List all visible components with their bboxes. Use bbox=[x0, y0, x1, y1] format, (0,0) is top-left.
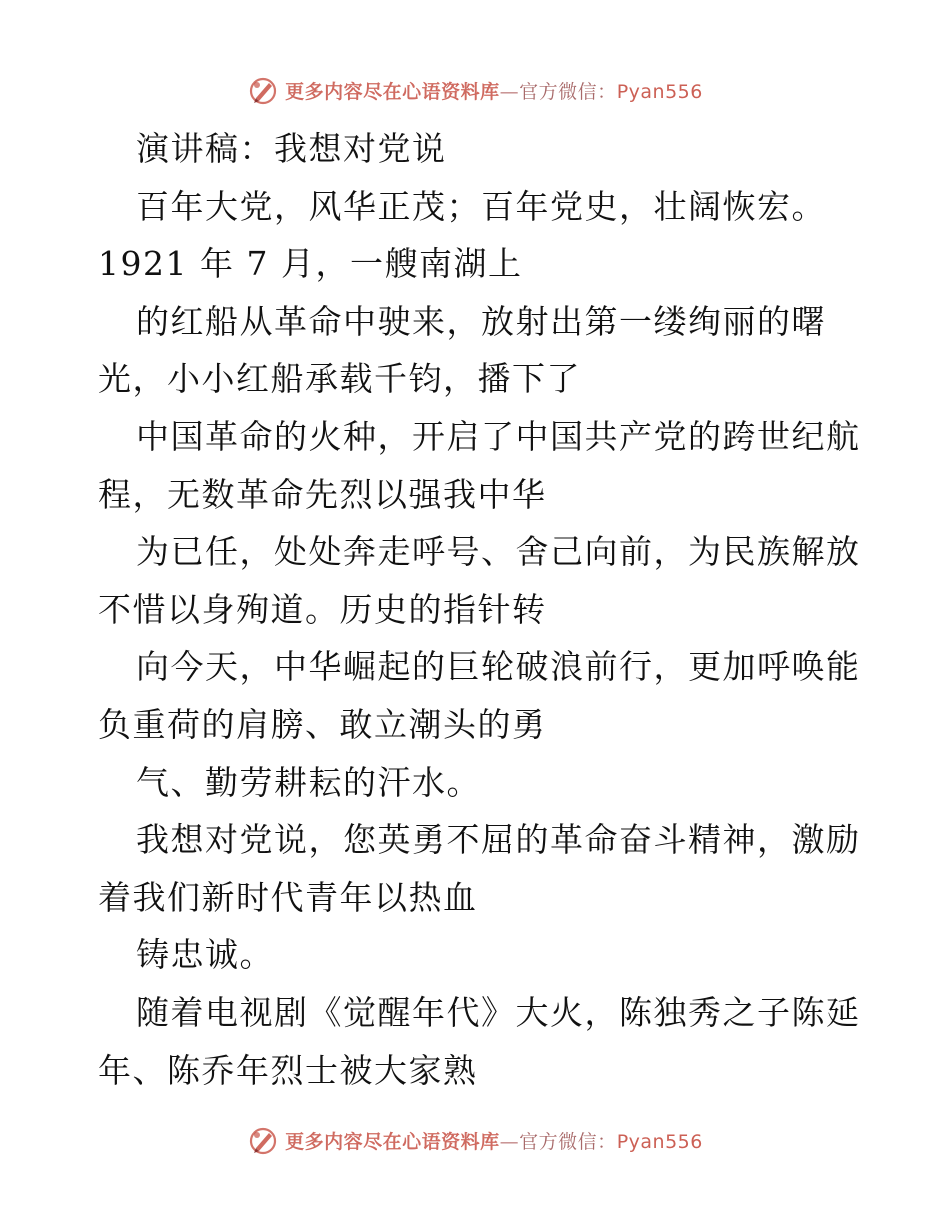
doc-line-10: 向今天，中华崛起的巨轮破浪前行，更加呼唤能 bbox=[136, 647, 861, 687]
doc-line-2: 百年大党，风华正茂；百年党史，壮阔恢宏。 bbox=[136, 186, 826, 226]
doc-line-6: 中国革命的火种，开启了中国共产党的跨世纪航 bbox=[136, 416, 861, 456]
footer-watermark bbox=[0, 1120, 950, 1160]
watermark-dash: — bbox=[499, 80, 520, 103]
watermark-main: 更多内容尽在心语资料库 bbox=[285, 80, 500, 103]
header-watermark bbox=[0, 70, 950, 110]
doc-line-14: 着我们新时代青年以热血 bbox=[98, 877, 478, 917]
doc-line-3: 1921 年 7 月，一艘南湖上 bbox=[98, 244, 523, 284]
document-body bbox=[98, 120, 861, 1099]
doc-line-9: 不惜以身殉道。历史的指针转 bbox=[98, 589, 547, 629]
doc-line-1: 演讲稿：我想对党说 bbox=[136, 129, 447, 168]
footer-watermark-inner bbox=[247, 1124, 703, 1156]
doc-line-5: 光，小小红船承载千钧，播下了 bbox=[98, 359, 581, 399]
pen-logo-icon bbox=[247, 74, 279, 106]
doc-line-4: 的红船从革命中驶来，放射出第一缕绚丽的曙 bbox=[136, 301, 826, 341]
watermark-id: Pyan556 bbox=[616, 1130, 703, 1153]
doc-line-12: 气、勤劳耕耘的汗水。 bbox=[136, 762, 481, 802]
watermark-sub: 官方微信： bbox=[519, 80, 617, 103]
doc-line-17: 年、陈乔年烈士被大家熟 bbox=[98, 1050, 478, 1090]
doc-line-13: 我想对党说，您英勇不屈的革命奋斗精神，激励 bbox=[136, 820, 861, 860]
watermark-id: Pyan556 bbox=[616, 80, 703, 103]
doc-line-11: 负重荷的肩膀、敢立潮头的勇 bbox=[98, 704, 547, 744]
doc-line-15: 铸忠诚。 bbox=[136, 935, 274, 975]
watermark-dash: — bbox=[499, 1130, 520, 1153]
header-watermark-inner bbox=[247, 74, 703, 106]
watermark-sub: 官方微信： bbox=[519, 1130, 617, 1153]
doc-line-16: 随着电视剧《觉醒年代》大火，陈独秀之子陈延 bbox=[136, 992, 861, 1032]
pen-logo-icon bbox=[247, 1124, 279, 1156]
doc-line-8: 为已任，处处奔走呼号、舍己向前，为民族解放 bbox=[136, 532, 861, 572]
footer-watermark-text bbox=[285, 1127, 703, 1154]
header-watermark-text bbox=[285, 77, 703, 104]
doc-line-7: 程，无数革命先烈以强我中华 bbox=[98, 474, 547, 514]
watermark-main: 更多内容尽在心语资料库 bbox=[285, 1130, 500, 1153]
